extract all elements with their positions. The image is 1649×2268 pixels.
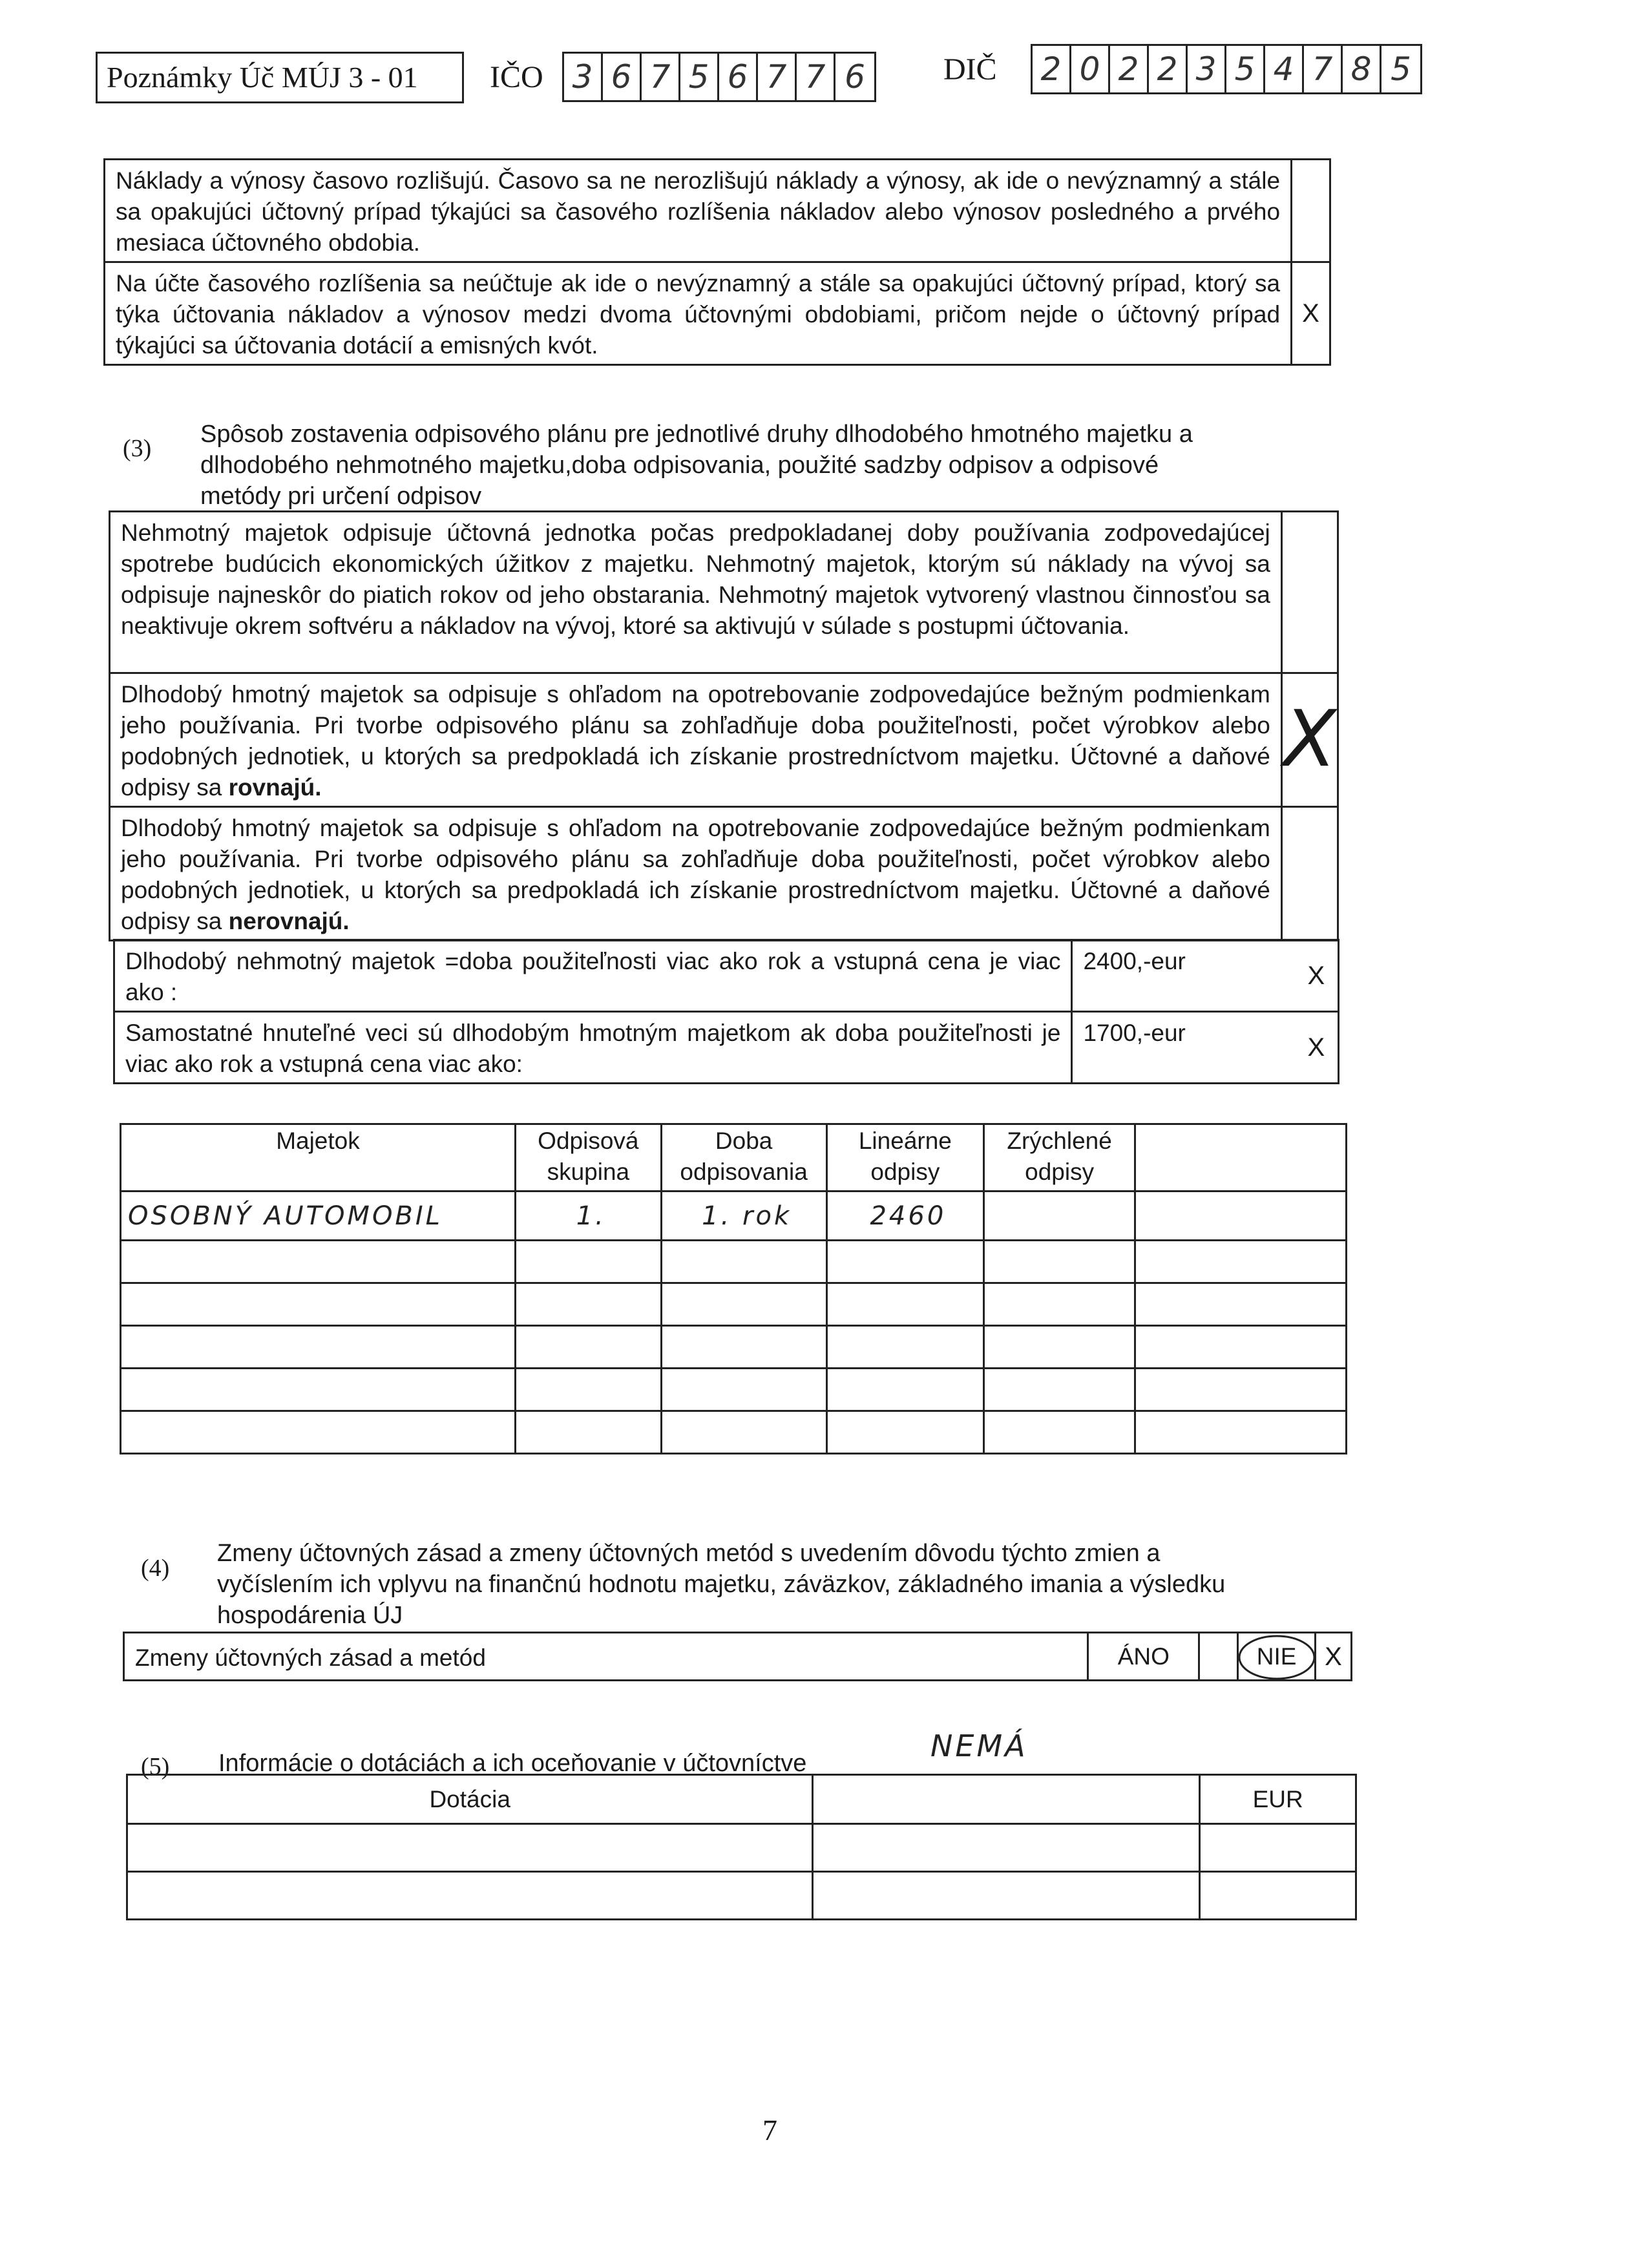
asset-row [121,1283,1347,1326]
header-dotacia: Dotácia [127,1775,813,1824]
asset-cell: 1. rok [661,1192,826,1241]
threshold-text: Samostatné hnuteľné veci sú dlhodobým hmotným majetkom ak doba použiteľnosti je viac ako rok a vstupná cena viac ako: [114,1012,1072,1084]
threshold-mark: X [1295,1012,1339,1084]
asset-header-row [121,1124,1347,1192]
dic-digit: 8 [1343,46,1381,92]
asset-cell [984,1283,1135,1326]
nie-cell [1238,1633,1316,1681]
dic-digit: 5 [1226,46,1265,92]
asset-cell [121,1241,516,1283]
method-mark [1281,512,1338,673]
asset-cell [515,1283,661,1326]
asset-cell [1135,1241,1347,1283]
subsidies-table [126,1774,1357,1920]
dic-digits [1031,44,1422,94]
ano-checkbox [1199,1633,1238,1681]
form-label: Poznámky Úč MÚJ 3 - 01 [96,52,464,103]
asset-cell [661,1411,826,1454]
asset-cell [826,1369,984,1411]
asset-cell [515,1411,661,1454]
asset-row [121,1241,1347,1283]
depreciation-methods-table [109,510,1339,941]
asset-row [121,1411,1347,1454]
accruals-mark: X [1292,262,1330,365]
accruals-table [103,158,1331,366]
method-text-bold: nerovnajú. [228,908,350,934]
asset-cell [1135,1326,1347,1369]
section-4-title: Zmeny účtovných zásad a zmeny účtovných metód s uvedením dôvodu týchto zmien a vyčíslením ich vplyvu na finančnú hodnotu majetku, záväzkov, základného imania a výsledku hospodárenia ÚJ [217,1540,1226,1629]
ico-digit: 6 [719,54,758,100]
header-doba-odpisovania: Doba odpisovania [661,1124,826,1192]
dic-digit: 2 [1110,46,1149,92]
accruals-mark [1292,160,1330,262]
asset-cell [826,1283,984,1326]
method-row [110,673,1338,807]
asset-cell [984,1192,1135,1241]
subsidies-row [127,1872,1356,1920]
asset-table [120,1123,1347,1454]
accruals-text: Náklady a výnosy časovo rozlišujú. Časovo sa ne nerozlišujú náklady a výnosy, ak ide o nevýznamný a stále sa opakujúci účtovný prípad týkajúci sa časového rozlíšenia nákladov alebo výnosov posledného a prvého mesiaca účtovného obdobia. [105,160,1292,262]
accruals-text: Na účte časového rozlíšenia sa neúčtuje ak ide o nevýznamný a stále sa opakujúci účtovný prípad, ktorý sa týka účtovania nákladov a výnosov medzi dvoma účtovnými obdobiami, pričom nejde o účtovný prípad týkajúci sa účtovania dotácií a emisných kvót. [105,262,1292,365]
dic-digit: 2 [1033,46,1071,92]
asset-cell [984,1411,1135,1454]
asset-cell [984,1241,1135,1283]
asset-cell: 1. [515,1192,661,1241]
asset-cell [121,1326,516,1369]
ico-digit: 6 [603,54,642,100]
nie-circle-mark [1235,1632,1319,1683]
section-3-number: (3) [123,435,152,462]
section-4-number: (4) [141,1555,170,1582]
threshold-row [114,1012,1339,1084]
header-odpisova-skupina: Odpisová skupina [515,1124,661,1192]
accruals-row [105,160,1330,262]
asset-cell [661,1326,826,1369]
asset-row [121,1326,1347,1369]
asset-cell [515,1241,661,1283]
threshold-value: 2400,-eur [1072,940,1295,1012]
method-text-bold: rovnajú. [228,774,322,801]
asset-cell [826,1326,984,1369]
asset-cell [121,1369,516,1411]
asset-cell [121,1283,516,1326]
asset-cell [661,1369,826,1411]
method-mark [1281,807,1338,941]
asset-cell [515,1369,661,1411]
ano-cell: ÁNO [1088,1633,1199,1681]
ico-label: IČO [490,60,543,94]
header-empty [1135,1124,1347,1192]
section-5-number: (5) [141,1753,170,1780]
header-majetok: Majetok [121,1124,516,1192]
header-blank [813,1775,1200,1824]
dic-digit: 7 [1304,46,1343,92]
dic-digit: 4 [1265,46,1304,92]
method-text-main: Dlhodobý hmotný majetok sa odpisuje s ohľadom na opotrebovanie zodpovedajúce bežným podmienkam jeho používania. Pri tvorbe odpisového plánu sa zohľadňuje doba použiteľnosti, počet výrobkov alebo podobných jednotiek, u ktorých sa predpokladá ich získanie prostredníctvom majetku. Účtovné a daňové odpisy sa [121,815,1270,934]
header-linearne-odpisy: Lineárne odpisy [826,1124,984,1192]
asset-cell [826,1411,984,1454]
dic-digit: 5 [1391,50,1411,88]
changes-label: Zmeny účtovných zásad a metód [124,1633,1088,1681]
dic-digit: 3 [1188,46,1226,92]
asset-cell: OSOBNÝ AUTOMOBIL [121,1192,516,1241]
method-row [110,512,1338,673]
asset-cell [826,1241,984,1283]
handwritten-nema: NEMÁ [930,1728,1028,1763]
asset-cell [1135,1411,1347,1454]
page-number: 7 [762,2114,777,2147]
asset-cell [984,1369,1135,1411]
ico-digit: 7 [642,54,680,100]
asset-cell [1135,1283,1347,1326]
threshold-table [113,939,1339,1084]
subsidies-row [127,1824,1356,1872]
method-text [110,807,1282,941]
ico-digit: 3 [564,54,603,100]
asset-cell [661,1241,826,1283]
header-eur: EUR [1200,1775,1356,1824]
threshold-row [114,940,1339,1012]
header-zrychlene-odpisy: Zrýchlené odpisy [984,1124,1135,1192]
threshold-mark: X [1295,940,1339,1012]
method-row [110,807,1338,941]
dic-digit: 2 [1149,46,1188,92]
method-text: Nehmotný majetok odpisuje účtovná jednotka počas predpokladanej doby používania zodpovedajúcej spotrebe budúcich ekonomických úžitkov z majetku. Nehmotný majetok, ktorým sú náklady na vývoj sa odpisuje najneskôr do piatich rokov od jeho obstarania. Nehmotný majetok vytvorený vlastnou činnosťou sa neaktivuje okrem softvéru a nákladov na vývoj, ktoré sa aktivujú v súlade s postupmi účtovania. [110,512,1282,673]
asset-row [121,1369,1347,1411]
nie-label: NIE [1256,1643,1297,1670]
asset-cell: 2460 [826,1192,984,1241]
changes-row [124,1633,1352,1681]
asset-cell [121,1411,516,1454]
changes-table [123,1632,1352,1681]
ico-digit: 7 [758,54,797,100]
dic-label: DIČ [943,52,997,87]
asset-cell [1135,1192,1347,1241]
threshold-text: Dlhodobý nehmotný majetok =doba použiteľnosti viac ako rok a vstupná cena je viac ako : [114,940,1072,1012]
ico-digit: 6 [845,58,865,96]
method-text [110,673,1282,807]
method-mark-handwritten: X [1281,673,1338,807]
asset-row [121,1192,1347,1241]
ico-digit: 5 [680,54,719,100]
method-text-main: Dlhodobý hmotný majetok sa odpisuje s ohľadom na opotrebovanie zodpovedajúce bežným podmienkam jeho používania. Pri tvorbe odpisového plánu sa zohľadňuje doba použiteľnosti, počet výrobkov alebo podobných jednotiek, u ktorých sa predpokladá ich získanie prostredníctvom majetku. Účtovné a daňové odpisy sa [121,681,1270,801]
section-5-title: Informácie o dotáciách a ich oceňovanie v účtovníctve [218,1750,807,1777]
ico-digit: 7 [797,54,835,100]
section-3-title: Spôsob zostavenia odpisového plánu pre jednotlivé druhy dlhodobého hmotného majetku a dlhodobého nehmotného majetku,doba odpisovania, použité sadzby odpisov a odpisové metódy pri určení odpisov [200,421,1193,510]
nie-mark: X [1316,1633,1352,1681]
asset-cell [984,1326,1135,1369]
asset-cell [515,1326,661,1369]
asset-cell [661,1283,826,1326]
ico-digits [562,52,876,102]
threshold-value: 1700,-eur [1072,1012,1295,1084]
accruals-row [105,262,1330,365]
asset-cell [1135,1369,1347,1411]
dic-digit: 0 [1071,46,1110,92]
subsidies-header-row [127,1775,1356,1824]
